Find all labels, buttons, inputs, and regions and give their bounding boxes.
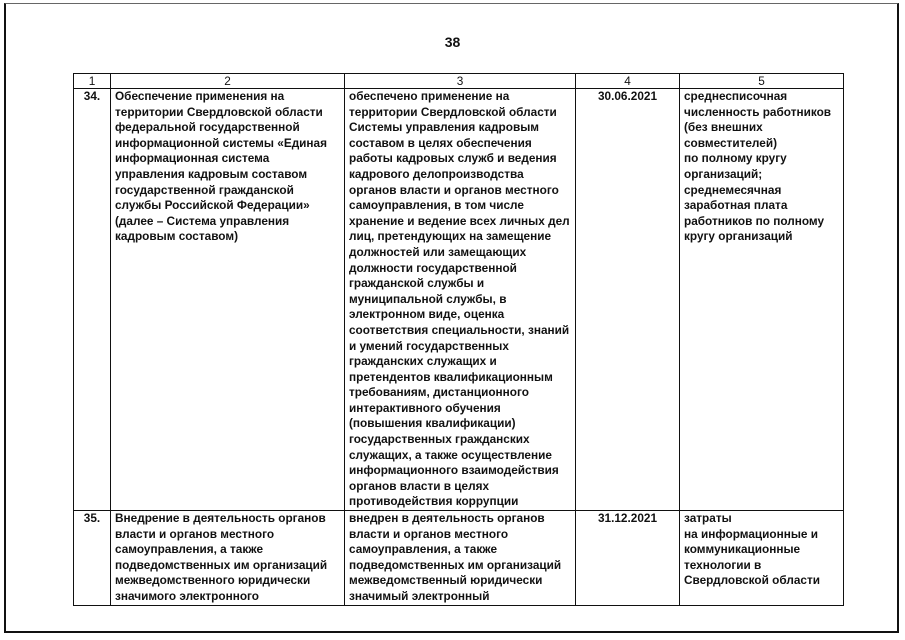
result-cell: внедрен в деятельность органов власти и органов местного самоуправления, а также подведомственных им организаций межведомственный юридически значимый электронный [345,511,576,606]
deadline-cell: 30.06.2021 [576,89,680,511]
header-col-3: 3 [345,74,576,89]
header-col-5: 5 [680,74,844,89]
header-col-1: 1 [74,74,111,89]
header-col-2: 2 [111,74,345,89]
page-number: 38 [444,34,461,50]
indicator-cell: среднесписочная численность работников (без внешних совместителей) по полному кругу организаций; среднемесячная заработная плата работников по полному кругу организаций [680,89,844,511]
measure-cell: Внедрение в деятельность органов власти и органов местного самоуправления, а также подведомственных им организаций межведомственного юридически значимого электронного [111,511,345,606]
plan-table [73,73,844,606]
result-cell: обеспечено применение на территории Свердловской области Системы управления кадровым составом в целях обеспечения работы кадровых служб и ведения кадрового делопроизводства органов власти и органов местного самоуправления, в том числе хранение и ведение всех личных дел лиц, претендующих на замещение должностей или замещающих должности государственной гражданской службы и муниципальной службы, в электронном виде, оценка соответствия специальности, знаний и умений государственных гражданских служащих и претендентов квалификационным требованиям, дистанционного интерактивного обучения (повышения квалификации) государственных гражданских служащих, а также осуществление информационного взаимодействия органов власти в целях противодействия коррупции [345,89,576,511]
table-row [74,89,844,511]
deadline-cell: 31.12.2021 [576,511,680,606]
header-col-4: 4 [576,74,680,89]
row-number: 34. [74,89,111,511]
row-number: 35. [74,511,111,606]
indicator-cell: затраты на информационные и коммуникационные технологии в Свердловской области [680,511,844,606]
table-header-row [74,74,844,89]
table-row [74,511,844,606]
measure-cell: Обеспечение применения на территории Свердловской области федеральной государственной информационной системы «Единая информационная система управления кадровым составом государственной гражданской службы Российской Федерации» (далее – Система управления кадровым составом) [111,89,345,511]
